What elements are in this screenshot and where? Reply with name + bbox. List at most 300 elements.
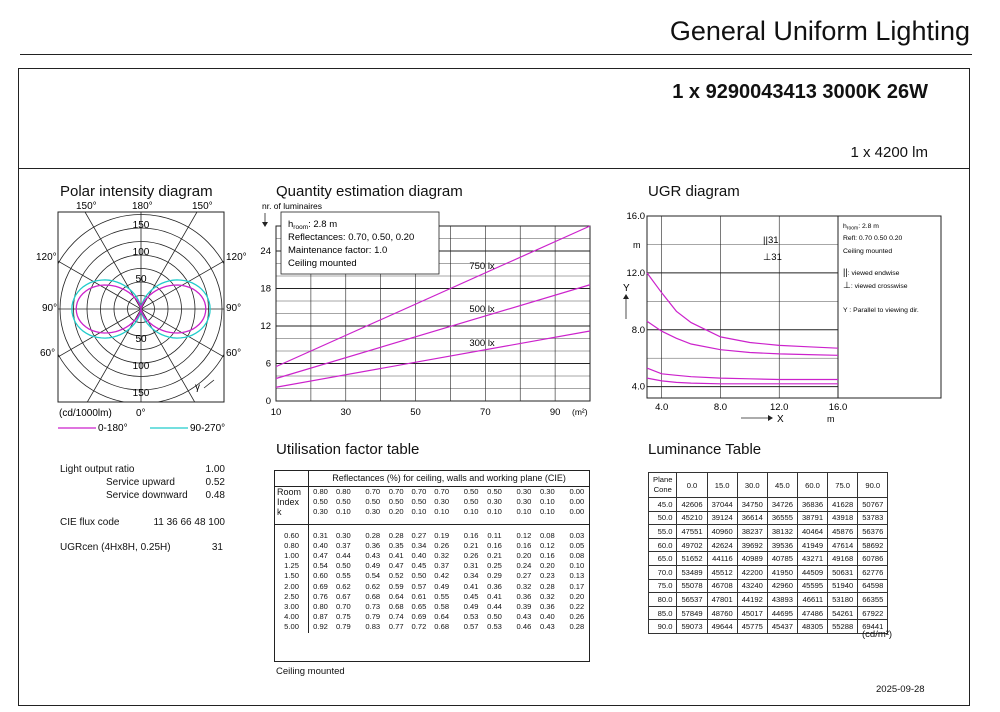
lum-cell: 40989 — [737, 552, 767, 566]
y-tick-label: 16.0 — [626, 211, 645, 222]
radial-tick: 150 — [132, 388, 150, 399]
uf-cell: 2.00 — [275, 582, 309, 592]
uf-cell: 0.10 — [408, 507, 431, 524]
ugr-title: UGR diagram — [648, 183, 740, 200]
uf-cell: 0.05 — [569, 540, 585, 550]
uf-cell: 0.10 — [332, 507, 355, 524]
lum-cell: 40464 — [797, 525, 827, 539]
lum-cell: 49644 — [707, 620, 737, 634]
uf-cell: 0.65 — [411, 602, 427, 612]
uf-cell: 0.49 — [434, 581, 450, 591]
uf-cell: 0.64 — [434, 612, 450, 622]
uf-cell: 0.34 — [463, 571, 479, 581]
uf-cell: 0.76 — [313, 591, 328, 601]
uf-cell: 0.47 — [388, 561, 404, 571]
uf-cell: 0.44 — [335, 551, 351, 561]
y-tick-label: 8.0 — [631, 324, 645, 336]
lum-cell: 41950 — [767, 565, 797, 579]
lum-row — [649, 538, 888, 552]
uf-cell: 0.21 — [487, 551, 502, 561]
uf-cell: 0.22 — [569, 602, 585, 612]
room-height: $h_{room}$: 2.8 m — [288, 219, 338, 231]
uf-cell: 0.44 — [487, 602, 502, 612]
lum-cell: 40785 — [767, 552, 797, 566]
lum-cell: 59073 — [677, 620, 707, 634]
uf-cell: 0.30 — [516, 487, 532, 496]
endwise-marker: ||31 — [763, 235, 779, 246]
uf-cell: 0.30 — [539, 487, 555, 496]
angle-label-150-right: 150° — [192, 201, 213, 212]
cie-value: 11 36 66 48 100 — [153, 517, 225, 528]
document-title: General Uniform Lighting — [669, 16, 970, 46]
lum-cell: 60.0 — [649, 538, 677, 552]
uf-cell: 3.00 — [275, 602, 309, 612]
lum-cell: 50.0 — [649, 511, 677, 525]
lum-cell: 85.0 — [649, 606, 677, 620]
uf-cell: 0.10 — [569, 561, 585, 571]
uf-row — [275, 471, 589, 487]
uf-cell: 1.25 — [275, 561, 309, 571]
uf-cell: 5.00 — [275, 622, 309, 632]
x-tick-label: 4.0 — [655, 402, 669, 413]
uf-cell: 0.58 — [434, 602, 450, 612]
uf-cell: 0.35 — [388, 540, 404, 550]
lum-cell: 45017 — [737, 606, 767, 620]
lum-row — [649, 498, 888, 512]
uf-cell: 0.29 — [487, 571, 502, 581]
lum-cell: 49168 — [828, 552, 858, 566]
radial-tick: 50 — [135, 334, 147, 345]
lum-plane-header: 30.0 — [737, 473, 767, 498]
lum-cell: 47614 — [828, 538, 858, 552]
uf-cell: Index — [275, 497, 309, 507]
lum-plane-header: 60.0 — [797, 473, 827, 498]
y-tick-label: 24 — [260, 246, 271, 257]
lum-cell: 45876 — [828, 525, 858, 539]
lum-header-row — [649, 473, 888, 498]
uf-row — [275, 497, 589, 507]
angle-label-180: 180° — [132, 201, 153, 212]
uf-cell: 0.74 — [388, 612, 404, 622]
uf-cell: 0.36 — [365, 540, 381, 550]
uf-cell: 0.11 — [487, 530, 502, 540]
uf-cell: 0.79 — [335, 622, 351, 632]
plot-frame — [647, 216, 838, 398]
lum-row — [649, 606, 888, 620]
y-arrow-head — [262, 222, 268, 227]
uf-cell: 0.53 — [487, 622, 502, 632]
uf-cell: 0.80 — [335, 487, 351, 496]
luminance-table — [648, 472, 888, 634]
ugr-xticks — [655, 402, 847, 413]
uf-cell: 0.80 — [275, 541, 309, 551]
lum-row — [649, 579, 888, 593]
lum-cell: 80.0 — [649, 593, 677, 607]
uf-cell: 0.37 — [335, 540, 351, 550]
svg-text:Refl: 0.70 0.50 0.20: Refl: 0.70 0.50 0.20 — [843, 235, 903, 242]
gamma-arrow — [204, 380, 214, 388]
x-tick-label: 50 — [410, 407, 421, 418]
uf-cell: 0.31 — [463, 561, 479, 571]
uf-row — [275, 541, 589, 551]
uf-cell: 0.36 — [539, 602, 555, 612]
uf-cell: 0.03 — [569, 530, 585, 540]
header-divider — [20, 54, 972, 55]
uf-cell: 0.40 — [539, 612, 555, 622]
uf-row — [275, 622, 589, 632]
ugr-x-unit: m — [827, 414, 835, 424]
uf-cell: 0.42 — [434, 571, 450, 581]
ugr-curve — [647, 321, 838, 355]
lum-cell: 44695 — [767, 606, 797, 620]
uf-cell: 0.20 — [569, 591, 585, 601]
uf-cell: 0.23 — [539, 571, 555, 581]
lum-cell: 55078 — [677, 579, 707, 593]
uf-table-frame — [274, 470, 590, 662]
uf-cell: 0.10 — [506, 507, 536, 524]
lum-cell: 45595 — [797, 579, 827, 593]
polar-diagram — [36, 198, 262, 434]
lum-plane-header: 0.0 — [677, 473, 707, 498]
lum-cell: 40960 — [707, 525, 737, 539]
angle-label-120-right: 120° — [226, 252, 247, 263]
radial-tick: 100 — [132, 361, 150, 372]
uf-row — [275, 524, 589, 541]
uf-cell: 0.00 — [569, 487, 585, 496]
lum-cell: 43240 — [737, 579, 767, 593]
uf-cell: 0.10 — [539, 497, 555, 507]
lum-cell: 65.0 — [649, 552, 677, 566]
uf-cell: 0.70 — [365, 487, 381, 496]
quantity-line-label: 750 lx — [469, 260, 495, 272]
uf-cell: 0.27 — [411, 530, 427, 540]
uf-cell: 0.62 — [335, 581, 351, 591]
lum-cell: 42624 — [707, 538, 737, 552]
uf-cell: 0.75 — [335, 612, 351, 622]
lum-cell: 50767 — [858, 498, 888, 512]
uf-cell: 0.16 — [539, 551, 555, 561]
uf-cell: 0.30 — [516, 497, 532, 507]
uf-cell: 0.12 — [539, 540, 555, 550]
uf-cell: 0.68 — [434, 622, 450, 632]
uf-row — [275, 602, 589, 612]
uf-cell: 0.30 — [309, 507, 332, 524]
ugr-curve — [647, 273, 838, 348]
svg-text:hroom: 2.8 m: $h_{room}$: 2.8 m — [843, 223, 879, 232]
uf-cell: 0.16 — [516, 540, 532, 550]
legend-c90: 90-270° — [190, 423, 226, 434]
lum-cell: 64598 — [858, 579, 888, 593]
lum-cell: 62776 — [858, 565, 888, 579]
uf-cell: 0.40 — [411, 551, 427, 561]
lum-cell: 41949 — [797, 538, 827, 552]
uf-cell: 0.87 — [313, 612, 328, 622]
uf-cell: 0.50 — [335, 497, 351, 507]
uf-cell: 1.00 — [275, 551, 309, 561]
uf-cell: 0.49 — [365, 561, 381, 571]
y-tick-label: 12.0 — [626, 267, 645, 279]
uf-cell: 0.00 — [559, 507, 589, 524]
uf-row — [275, 487, 589, 498]
luminance-unit: (cd/m²) — [862, 629, 893, 640]
lum-plane-header: 45.0 — [767, 473, 797, 498]
lum-cell: 45775 — [737, 620, 767, 634]
radial-tick: 50 — [135, 274, 147, 285]
uf-cell — [275, 471, 309, 487]
uf-cell: 0.10 — [483, 507, 506, 524]
reflectances: Reflectances: 0.70, 0.50, 0.20 — [288, 232, 415, 243]
quantity-line — [276, 331, 590, 387]
lum-row — [649, 511, 888, 525]
uf-cell: 0.36 — [516, 591, 532, 601]
uf-cell: 0.30 — [487, 497, 502, 507]
lum-cell: 43918 — [828, 511, 858, 525]
uf-cell: 0.47 — [313, 551, 328, 561]
y-tick-label: 6 — [265, 358, 271, 370]
uf-cell: 0.28 — [569, 622, 585, 632]
quantity-line-label: 500 lx — [469, 304, 495, 315]
x-tick-label: 10 — [270, 407, 282, 418]
angle-label-120-left: 120° — [36, 252, 57, 263]
uf-cell: 0.68 — [365, 591, 381, 601]
lum-cell: 70.0 — [649, 565, 677, 579]
lor-label: Light output ratio — [60, 464, 135, 475]
upward-value: 0.52 — [205, 477, 225, 488]
uf-cell: 0.72 — [411, 622, 427, 632]
ugr-y-unit: m — [633, 240, 641, 250]
uf-row — [275, 592, 589, 602]
photometric-info — [60, 464, 225, 555]
lum-cell: 60786 — [858, 552, 888, 566]
uf-cell: 4.00 — [275, 612, 309, 622]
uf-cell: 0.54 — [365, 571, 381, 581]
uf-cell: 0.39 — [516, 602, 532, 612]
lum-cell: 47486 — [797, 606, 827, 620]
lum-cell: 38237 — [737, 525, 767, 539]
uf-cell: 0.10 — [453, 507, 483, 524]
lum-cell: 42960 — [767, 579, 797, 593]
quantity-line-label: 300 lx — [469, 337, 495, 349]
quantity-diagram — [258, 198, 598, 424]
lum-cell: 42200 — [737, 565, 767, 579]
angle-label-0: 0° — [136, 408, 146, 419]
lum-cell: 47801 — [707, 593, 737, 607]
downward-value: 0.48 — [205, 490, 225, 501]
ugr-diagram — [615, 202, 945, 426]
lum-cell: 58692 — [858, 538, 888, 552]
uf-cell: 0.26 — [463, 551, 479, 561]
uf-cell: 0.26 — [434, 540, 450, 550]
x-tick-label: 12.0 — [769, 402, 789, 413]
uf-cell: 0.32 — [434, 551, 450, 561]
lum-cell: 45.0 — [649, 498, 677, 512]
lum-row — [649, 565, 888, 579]
uf-cell: 0.28 — [388, 530, 404, 540]
uf-cell: 0.68 — [388, 602, 404, 612]
uf-table — [275, 471, 589, 633]
quantity-title: Quantity estimation diagram — [276, 183, 463, 200]
lum-cell: 38132 — [767, 525, 797, 539]
lum-cell: 36614 — [737, 511, 767, 525]
polar-unit: (cd/1000lm) — [59, 408, 112, 419]
uf-cell: 0.36 — [487, 581, 502, 591]
uf-cell: 0.59 — [388, 581, 404, 591]
lum-cell: 56376 — [858, 525, 888, 539]
uf-cell: 0.43 — [539, 622, 555, 632]
document-date: 2025-09-28 — [876, 684, 925, 695]
y-tick-label: 4.0 — [631, 381, 645, 393]
uf-cell: 0.61 — [411, 591, 427, 601]
uf-cell: 0.55 — [335, 571, 351, 581]
lum-cell: 69441 — [858, 620, 888, 634]
lum-cell: 66355 — [858, 593, 888, 607]
cie-label: CIE flux code — [60, 517, 120, 528]
uf-cell: 0.43 — [516, 612, 532, 622]
uf-cell: 0.30 — [335, 530, 351, 540]
uf-cell: 0.50 — [313, 497, 328, 507]
ugr-yticks — [627, 211, 646, 393]
uf-cell: 0.24 — [516, 561, 532, 571]
uf-cell: 0.50 — [463, 487, 479, 496]
uf-cell: 0.80 — [313, 487, 328, 496]
y-tick-label: 0 — [265, 396, 271, 407]
lum-cell: 34750 — [737, 498, 767, 512]
lum-cell: 36555 — [767, 511, 797, 525]
polar-title: Polar intensity diagram — [60, 183, 213, 200]
lum-cell: 50631 — [828, 565, 858, 579]
ugr-y-axis-label: Y — [623, 283, 630, 294]
uf-cell: 0.45 — [411, 561, 427, 571]
radial-tick: 150 — [132, 220, 150, 231]
uf-cell: 0.10 — [536, 507, 559, 524]
uf-cell: 0.00 — [569, 497, 585, 507]
uf-cell: 0.45 — [463, 591, 479, 601]
lum-cell: 45210 — [677, 511, 707, 525]
angle-label-150-left: 150° — [76, 201, 97, 212]
uf-cell: 0.31 — [313, 530, 328, 540]
uf-row — [275, 551, 589, 561]
uf-cell: 0.92 — [313, 622, 328, 632]
uf-cell: 0.50 — [335, 561, 351, 571]
radial-tick: 100 — [132, 247, 150, 258]
lum-cell: 44192 — [737, 593, 767, 607]
uf-cell: 0.40 — [313, 540, 328, 550]
lum-cell: 48760 — [707, 606, 737, 620]
uf-cell: 0.70 — [335, 602, 351, 612]
uf-cell: 0.70 — [411, 487, 427, 496]
ugr-curve — [647, 368, 838, 379]
lum-cell: 56537 — [677, 593, 707, 607]
lum-cell: 43271 — [797, 552, 827, 566]
lum-cell: 49702 — [677, 538, 707, 552]
maintenance-factor: Maintenance factor: 1.0 — [288, 245, 388, 256]
svg-text:Y : Parallel to viewing dir.: Y : Parallel to viewing dir. — [843, 307, 919, 314]
uf-cell: 0.26 — [569, 612, 585, 622]
lum-cell: 55288 — [828, 620, 858, 634]
section-divider — [18, 168, 970, 169]
ugr-curves — [647, 273, 838, 384]
angle-label-60-left: 60° — [40, 348, 56, 359]
svg-text:Ceiling mounted: Ceiling mounted — [843, 248, 893, 255]
lum-row — [649, 552, 888, 566]
uf-cell: 1.50 — [275, 571, 309, 581]
angle-label-90-right: 90° — [226, 303, 242, 314]
uf-cell: 0.10 — [430, 507, 453, 524]
uf-cell: 0.30 — [434, 497, 450, 507]
uf-row — [275, 507, 589, 524]
downward-label: Service downward — [106, 490, 188, 501]
uf-cell: 0.77 — [388, 622, 404, 632]
product-name: 1 x 9290043413 3000K 26W — [672, 81, 928, 103]
y-tick-label: 12 — [260, 321, 271, 332]
lum-plane-header: 75.0 — [828, 473, 858, 498]
x-tick-label: 70 — [480, 407, 491, 418]
lum-plane-header: 15.0 — [707, 473, 737, 498]
uf-cell: 0.67 — [335, 591, 351, 601]
uf-cell: 0.57 — [463, 622, 479, 632]
uf-row — [275, 612, 589, 622]
lum-cell: 37044 — [707, 498, 737, 512]
svg-text:⊥: viewed crosswise: ⊥: viewed crosswise — [843, 280, 908, 290]
uf-cell: 0.69 — [411, 612, 427, 622]
uf-cell: 0.60 — [313, 571, 328, 581]
uf-cell: 0.16 — [463, 530, 479, 540]
lum-plane-header: 90.0 — [858, 473, 888, 498]
quantity-xunit: (m²) — [572, 407, 588, 417]
lum-cell: 53489 — [677, 565, 707, 579]
uf-cell: 0.20 — [516, 551, 532, 561]
x-tick-label: 90 — [549, 407, 561, 418]
luminance-table-wrap — [648, 472, 888, 634]
uf-cell: 0.70 — [434, 487, 450, 496]
ugr-legend — [843, 223, 919, 314]
lum-row — [649, 620, 888, 634]
uf-cell: 0.73 — [365, 602, 381, 612]
uf-cell: 0.27 — [516, 571, 532, 581]
uf-cell: 0.50 — [487, 487, 502, 496]
uf-cell: k — [275, 507, 309, 524]
uf-cell: 0.70 — [388, 487, 404, 496]
lum-row — [649, 593, 888, 607]
uf-cell: 0.60 — [275, 524, 309, 541]
upward-label: Service upward — [106, 477, 175, 488]
uf-cell: 0.19 — [434, 530, 450, 540]
uf-cell: 0.50 — [411, 497, 427, 507]
uf-cell: 0.50 — [411, 571, 427, 581]
lum-cell: 47551 — [677, 525, 707, 539]
uf-cell: 0.32 — [539, 591, 555, 601]
quantity-xticks — [271, 407, 561, 418]
uf-cell: 2.50 — [275, 592, 309, 602]
uf-cell: 0.17 — [569, 581, 585, 591]
lum-cell: 54261 — [828, 606, 858, 620]
uf-cell: 0.30 — [355, 507, 385, 524]
x-tick-label: 16.0 — [828, 402, 848, 413]
uf-row — [275, 561, 589, 571]
ugr-x-axis-label: X — [777, 414, 784, 425]
uf-cell: 0.43 — [365, 551, 381, 561]
y-tick-label: 18 — [260, 283, 271, 295]
uf-cell: 0.28 — [539, 581, 555, 591]
lum-cell: 57849 — [677, 606, 707, 620]
lum-cell: 53180 — [828, 593, 858, 607]
lum-cell: 46611 — [797, 593, 827, 607]
uf-cell: 0.50 — [463, 497, 479, 507]
lum-cell: 39124 — [707, 511, 737, 525]
lum-cell: 38791 — [797, 511, 827, 525]
lum-cell: 39692 — [737, 538, 767, 552]
lum-cell: 43893 — [767, 593, 797, 607]
